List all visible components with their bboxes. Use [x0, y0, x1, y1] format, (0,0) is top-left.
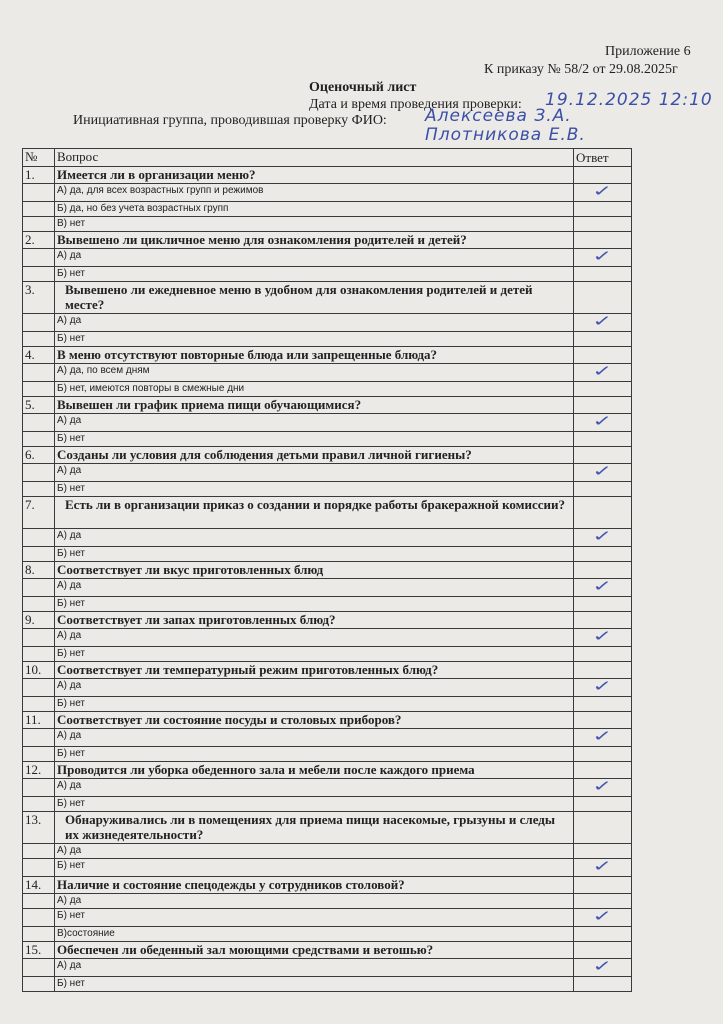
option-text: Б) нет [55, 797, 574, 812]
question-row [23, 447, 632, 464]
answer-cell[interactable] [574, 364, 632, 382]
answer-cell[interactable] [574, 482, 632, 497]
question-answer-cell [574, 942, 632, 959]
question-text: Имеется ли в организации меню? [55, 167, 574, 184]
answer-cell[interactable] [574, 547, 632, 562]
check-mark-icon: ✓ [592, 858, 613, 875]
check-mark-icon: ✓ [592, 728, 613, 745]
datetime-label: Дата и время проведения проверки: [309, 97, 522, 112]
group-name-2: Плотникова Е.В. [425, 125, 586, 145]
option-number-cell [23, 844, 55, 859]
question-row [23, 232, 632, 249]
answer-cell[interactable] [574, 629, 632, 647]
option-number-cell [23, 647, 55, 662]
question-row [23, 612, 632, 629]
check-mark-icon: ✓ [592, 628, 613, 645]
option-number-cell [23, 894, 55, 909]
question-answer-cell [574, 612, 632, 629]
option-text: Б) нет [55, 432, 574, 447]
option-text: А) да [55, 729, 574, 747]
question-number: 14. [23, 877, 55, 894]
option-text: А) да [55, 844, 574, 859]
check-mark-icon: ✓ [592, 248, 613, 265]
question-number: 8. [23, 562, 55, 579]
option-row [23, 959, 632, 977]
question-text: Есть ли в организации приказ о создании и порядке работы бракеражной комиссии? [55, 497, 574, 529]
question-row [23, 762, 632, 779]
datetime-handwritten: 19.12.2025 12:10 [545, 90, 713, 110]
question-row [23, 942, 632, 959]
question-answer-cell [574, 497, 632, 529]
answer-cell[interactable] [574, 859, 632, 877]
option-text: А) да, по всем дням [55, 364, 574, 382]
option-row [23, 579, 632, 597]
option-text: В) нет [55, 217, 574, 232]
question-number: 1. [23, 167, 55, 184]
answer-cell[interactable] [574, 249, 632, 267]
option-number-cell [23, 267, 55, 282]
option-row [23, 529, 632, 547]
option-text: В)состояние [55, 927, 574, 942]
answer-cell[interactable] [574, 729, 632, 747]
option-text: Б) нет [55, 482, 574, 497]
question-number: 10. [23, 662, 55, 679]
option-number-cell [23, 779, 55, 797]
check-mark-icon: ✓ [592, 958, 613, 975]
question-text: Вывешено ли цикличное меню для ознакомления родителей и детей? [55, 232, 574, 249]
option-row [23, 414, 632, 432]
option-text: А) да [55, 629, 574, 647]
option-number-cell [23, 414, 55, 432]
order-reference: К приказу № 58/2 от 29.08.2025г [484, 62, 678, 77]
question-text: Наличие и состояние спецодежды у сотрудников столовой? [55, 877, 574, 894]
option-number-cell [23, 529, 55, 547]
option-number-cell [23, 332, 55, 347]
check-mark-icon: ✓ [592, 363, 613, 380]
question-text: Созданы ли условия для соблюдения детьми правил личной гигиены? [55, 447, 574, 464]
question-number: 3. [23, 282, 55, 314]
option-text: А) да [55, 959, 574, 977]
option-text: Б) нет [55, 977, 574, 992]
question-answer-cell [574, 447, 632, 464]
option-row [23, 464, 632, 482]
option-text: Б) нет [55, 909, 574, 927]
answer-cell[interactable] [574, 797, 632, 812]
check-mark-icon: ✓ [592, 463, 613, 480]
option-number-cell [23, 977, 55, 992]
option-number-cell [23, 382, 55, 397]
option-text: А) да [55, 529, 574, 547]
option-text: А) да [55, 894, 574, 909]
answer-cell[interactable] [574, 597, 632, 612]
answer-cell[interactable] [574, 267, 632, 282]
answer-cell[interactable] [574, 579, 632, 597]
option-row [23, 629, 632, 647]
question-row [23, 167, 632, 184]
option-number-cell [23, 697, 55, 712]
question-number: 12. [23, 762, 55, 779]
question-row [23, 877, 632, 894]
question-answer-cell [574, 397, 632, 414]
option-row [23, 894, 632, 909]
option-row [23, 364, 632, 382]
answer-cell[interactable] [574, 184, 632, 202]
answer-cell[interactable] [574, 679, 632, 697]
question-number: 15. [23, 942, 55, 959]
question-row [23, 497, 632, 529]
answer-cell[interactable] [574, 909, 632, 927]
answer-cell[interactable] [574, 529, 632, 547]
option-number-cell [23, 679, 55, 697]
question-row [23, 282, 632, 314]
option-number-cell [23, 202, 55, 217]
answer-cell[interactable] [574, 747, 632, 762]
option-text: Б) да, но без учета возрастных групп [55, 202, 574, 217]
answer-cell[interactable] [574, 779, 632, 797]
question-text: Соответствует ли запах приготовленных блюд? [55, 612, 574, 629]
answer-cell[interactable] [574, 332, 632, 347]
option-number-cell [23, 909, 55, 927]
option-number-cell [23, 629, 55, 647]
option-row [23, 217, 632, 232]
option-row [23, 797, 632, 812]
answer-cell[interactable] [574, 314, 632, 332]
option-number-cell [23, 547, 55, 562]
question-number: 13. [23, 812, 55, 844]
option-number-cell [23, 927, 55, 942]
check-mark-icon: ✓ [592, 183, 613, 200]
option-text: Б) нет, имеются повторы в смежные дни [55, 382, 574, 397]
question-text: Соответствует ли вкус приготовленных блюд [55, 562, 574, 579]
option-number-cell [23, 432, 55, 447]
option-number-cell [23, 959, 55, 977]
option-row [23, 432, 632, 447]
option-text: Б) нет [55, 332, 574, 347]
appendix-label: Приложение 6 [605, 44, 691, 59]
question-row [23, 347, 632, 364]
option-number-cell [23, 859, 55, 877]
answer-cell[interactable] [574, 414, 632, 432]
option-row [23, 597, 632, 612]
question-text: Обеспечен ли обеденный зал моющими средствами и ветошью? [55, 942, 574, 959]
check-mark-icon: ✓ [592, 778, 613, 795]
option-row [23, 927, 632, 942]
option-row [23, 977, 632, 992]
question-answer-cell [574, 282, 632, 314]
header-number: № [23, 149, 55, 167]
option-row [23, 249, 632, 267]
option-row [23, 482, 632, 497]
check-mark-icon: ✓ [592, 528, 613, 545]
question-row [23, 397, 632, 414]
question-text: Соответствует ли температурный режим приготовленных блюд? [55, 662, 574, 679]
option-text: Б) нет [55, 647, 574, 662]
table-header-row [23, 149, 632, 167]
question-answer-cell [574, 812, 632, 844]
option-row [23, 747, 632, 762]
option-number-cell [23, 729, 55, 747]
option-row [23, 382, 632, 397]
option-number-cell [23, 249, 55, 267]
answer-cell[interactable] [574, 647, 632, 662]
question-number: 9. [23, 612, 55, 629]
option-text: А) да [55, 314, 574, 332]
question-number: 2. [23, 232, 55, 249]
option-row [23, 547, 632, 562]
answer-cell[interactable] [574, 202, 632, 217]
option-row [23, 909, 632, 927]
evaluation-table [22, 148, 632, 992]
option-text: Б) нет [55, 859, 574, 877]
option-number-cell [23, 314, 55, 332]
option-number-cell [23, 464, 55, 482]
question-number: 5. [23, 397, 55, 414]
question-answer-cell [574, 347, 632, 364]
question-text: Вывешено ли ежедневное меню в удобном для ознакомления родителей и детей месте? [55, 282, 574, 314]
option-number-cell [23, 597, 55, 612]
option-row [23, 729, 632, 747]
option-text: А) да, для всех возрастных групп и режимов [55, 184, 574, 202]
question-row [23, 712, 632, 729]
option-text: Б) нет [55, 697, 574, 712]
question-number: 4. [23, 347, 55, 364]
check-mark-icon: ✓ [592, 413, 613, 430]
option-number-cell [23, 482, 55, 497]
answer-cell[interactable] [574, 464, 632, 482]
header-answer: Ответ [574, 149, 632, 167]
answer-cell[interactable] [574, 959, 632, 977]
question-row [23, 562, 632, 579]
option-text: Б) нет [55, 747, 574, 762]
option-row [23, 332, 632, 347]
option-text: Б) нет [55, 597, 574, 612]
question-number: 6. [23, 447, 55, 464]
option-number-cell [23, 747, 55, 762]
question-text: Обнаруживались ли в помещениях для приема пищи насекомые, грызуны и следы их жизнедеятельности? [55, 812, 574, 844]
option-text: А) да [55, 249, 574, 267]
group-name-1: Алексеева З.А. [425, 106, 572, 126]
question-text: Проводится ли уборка обеденного зала и мебели после каждого приема [55, 762, 574, 779]
option-text: А) да [55, 579, 574, 597]
option-text: А) да [55, 779, 574, 797]
option-text: Б) нет [55, 267, 574, 282]
check-mark-icon: ✓ [592, 908, 613, 925]
question-answer-cell [574, 562, 632, 579]
question-text: Вывешен ли график приема пищи обучающимися? [55, 397, 574, 414]
answer-cell[interactable] [574, 844, 632, 859]
option-row [23, 647, 632, 662]
question-row [23, 812, 632, 844]
question-number: 7. [23, 497, 55, 529]
question-answer-cell [574, 877, 632, 894]
question-answer-cell [574, 762, 632, 779]
answer-cell[interactable] [574, 697, 632, 712]
option-row [23, 697, 632, 712]
answer-cell[interactable] [574, 382, 632, 397]
answer-cell[interactable] [574, 927, 632, 942]
check-mark-icon: ✓ [592, 578, 613, 595]
option-row [23, 314, 632, 332]
option-text: А) да [55, 414, 574, 432]
option-row [23, 679, 632, 697]
option-text: Б) нет [55, 547, 574, 562]
question-number: 11. [23, 712, 55, 729]
question-row [23, 662, 632, 679]
document-title: Оценочный лист [309, 80, 417, 95]
check-mark-icon: ✓ [592, 678, 613, 695]
option-row [23, 202, 632, 217]
answer-cell[interactable] [574, 977, 632, 992]
option-text: А) да [55, 464, 574, 482]
option-row [23, 184, 632, 202]
answer-cell[interactable] [574, 432, 632, 447]
group-label: Инициативная группа, проводившая проверку ФИО: [73, 113, 387, 128]
question-text: Соответствует ли состояние посуды и столовых приборов? [55, 712, 574, 729]
header-question: Вопрос [55, 149, 574, 167]
option-text: А) да [55, 679, 574, 697]
option-row [23, 844, 632, 859]
option-number-cell [23, 217, 55, 232]
option-number-cell [23, 797, 55, 812]
option-row [23, 779, 632, 797]
question-answer-cell [574, 232, 632, 249]
question-answer-cell [574, 662, 632, 679]
question-answer-cell [574, 167, 632, 184]
check-mark-icon: ✓ [592, 313, 613, 330]
question-answer-cell [574, 712, 632, 729]
answer-cell[interactable] [574, 217, 632, 232]
option-row [23, 267, 632, 282]
option-number-cell [23, 364, 55, 382]
option-row [23, 859, 632, 877]
option-number-cell [23, 184, 55, 202]
answer-cell[interactable] [574, 894, 632, 909]
question-text: В меню отсутствуют повторные блюда или запрещенные блюда? [55, 347, 574, 364]
option-number-cell [23, 579, 55, 597]
